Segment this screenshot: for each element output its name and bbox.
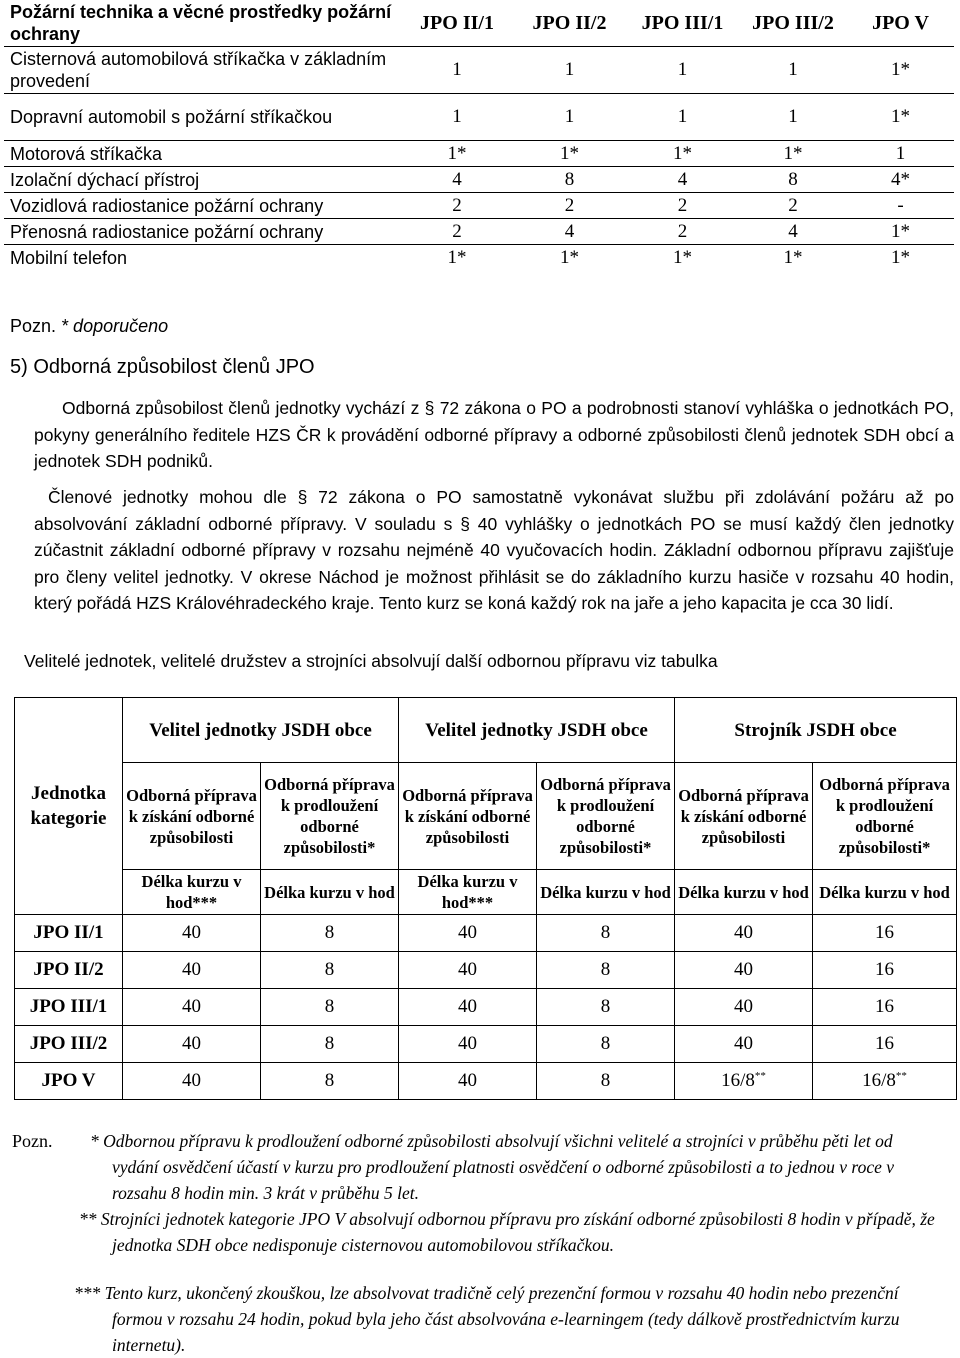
- hours-value: 40: [123, 1026, 261, 1063]
- equipment-value: 1*: [513, 141, 626, 167]
- sub-header: Odborná příprava k získání odborné způsobilosti: [123, 763, 261, 870]
- equipment-value: 4*: [847, 167, 954, 193]
- equipment-value: 4: [513, 219, 626, 245]
- group-header: Velitel jednotky JSDH obce: [123, 698, 399, 763]
- category-label: JPO V: [15, 1063, 123, 1100]
- equipment-label: Motorová stříkačka: [4, 141, 401, 167]
- section-heading: 5) Odborná způsobilost členů JPO: [10, 356, 315, 378]
- hours-value: 8: [537, 1063, 675, 1100]
- training-length-row: [15, 870, 957, 915]
- hours-value: 8: [261, 952, 399, 989]
- hours-value-text: 16/8: [862, 1070, 896, 1091]
- equipment-value: 2: [513, 193, 626, 219]
- hours-value: 8: [537, 1026, 675, 1063]
- equipment-col-header: JPO II/2: [513, 0, 626, 47]
- training-table: [14, 697, 957, 1100]
- paragraph: Členové jednotky mohou dle § 72 zákona o PO samostatně vykonávat službu při zdolávání požáru až po absolvování základní odborné přípravy. V souladu s § 40 vyhlášky o jednotkách PO se musí každý člen jednotky zúčastnit základní odborné přípravy v rozsahu nejméně 40 vyučovacích hodin. Základní odbornou přípravu zajišťuje pro členy velitel jednotky. V okrese Náchod je možnost přihlásit se do základního kurzu hasiče v rozsahu 40 hodin, který pořádá HZS Královéhradeckého kraje. Tento kurz se koná každý rok na jaře a jeho kapacita je cca 30 lidí.: [34, 487, 954, 613]
- equipment-value: 2: [739, 193, 847, 219]
- equipment-value: 1*: [739, 141, 847, 167]
- footnotes-label: Pozn.: [12, 1131, 53, 1151]
- recommended-note: [10, 316, 168, 337]
- sub-header: Odborná příprava k prodloužení odborné způsobilosti*: [261, 763, 399, 870]
- length-header: Délka kurzu v hod***: [123, 870, 261, 915]
- equipment-value: 1*: [847, 94, 954, 141]
- table-row: [4, 94, 954, 141]
- equipment-value: 1*: [447, 246, 467, 268]
- hours-value: 40: [123, 1063, 261, 1100]
- table-row: [4, 219, 954, 245]
- hours-value: 40: [399, 1026, 537, 1063]
- footnote: *** Tento kurz, ukončený zkouškou, lze absolvovat tradičně celý prezenční formou v rozsahu 40 hodin nebo prezenční formou v rozsahu 24 hodin, pokud byla jeho část absolvována e-learningem (tedy dálkově prostřednictvím kurzu internetu).: [74, 1283, 900, 1355]
- equipment-value: 1*: [401, 141, 513, 167]
- category-label: JPO II/2: [15, 952, 123, 989]
- hours-value: 40: [675, 1026, 813, 1063]
- equipment-value: 1: [513, 94, 626, 141]
- hours-value: 8: [261, 1063, 399, 1100]
- recommended-note-text: * doporučeno: [61, 316, 169, 336]
- equipment-value: 1*: [783, 246, 803, 268]
- training-subheader-row: [15, 763, 957, 870]
- group-header: Strojník JSDH obce: [675, 698, 957, 763]
- hours-value: 40: [123, 989, 261, 1026]
- equipment-value: 1: [626, 94, 739, 141]
- hours-value: [813, 1063, 957, 1100]
- table-row: [15, 1026, 957, 1063]
- equipment-value: 4: [401, 167, 513, 193]
- hours-value: 16: [813, 952, 957, 989]
- category-label: JPO II/1: [15, 915, 123, 952]
- footnote-mark: **: [754, 1070, 766, 1082]
- equipment-label: Dopravní automobil s požární stříkačkou: [4, 94, 401, 141]
- table-row: [15, 952, 957, 989]
- table-row: [4, 245, 954, 271]
- equipment-value: 8: [513, 167, 626, 193]
- length-header: Délka kurzu v hod***: [399, 870, 537, 915]
- hours-value: 16: [813, 915, 957, 952]
- table-row: [15, 915, 957, 952]
- hours-value: [675, 1063, 813, 1100]
- table-row: [4, 141, 954, 167]
- equipment-value: 1*: [847, 219, 954, 245]
- hours-value: 40: [399, 915, 537, 952]
- equipment-col-header: JPO III/1: [626, 0, 739, 47]
- equipment-value: 1*: [626, 141, 739, 167]
- hours-value: 8: [537, 989, 675, 1026]
- equipment-label: Přenosná radiostanice požární ochrany: [4, 219, 401, 245]
- equipment-header-row: [4, 0, 954, 47]
- table-row: [4, 167, 954, 193]
- hours-value: 8: [261, 1026, 399, 1063]
- equipment-table: [4, 0, 954, 270]
- equipment-label: Mobilní telefon: [10, 247, 128, 268]
- hours-value-text: 16/8: [721, 1070, 755, 1091]
- category-label: JPO III/1: [15, 989, 123, 1026]
- group-header: Velitel jednotky JSDH obce: [399, 698, 675, 763]
- category-label: JPO III/2: [15, 1026, 123, 1063]
- equipment-value: 2: [626, 193, 739, 219]
- equipment-value: 1: [401, 47, 513, 94]
- equipment-col-header: JPO III/2: [739, 0, 847, 47]
- hours-value: 40: [399, 1063, 537, 1100]
- equipment-value: 1*: [673, 246, 692, 268]
- footnote-mark: **: [895, 1070, 907, 1082]
- equipment-value: -: [847, 193, 954, 219]
- equipment-value: 8: [739, 167, 847, 193]
- hours-value: 40: [399, 989, 537, 1026]
- equipment-value: 4: [739, 219, 847, 245]
- equipment-item-header: Požární technika a věcné prostředky požární ochrany: [4, 0, 401, 47]
- hours-value: 40: [675, 915, 813, 952]
- equipment-label: Izolační dýchací přístroj: [4, 167, 401, 193]
- hours-value: 40: [675, 952, 813, 989]
- hours-value: 40: [123, 952, 261, 989]
- equipment-value: 2: [626, 219, 739, 245]
- equipment-value: 1: [401, 94, 513, 141]
- length-header: Délka kurzu v hod: [537, 870, 675, 915]
- equipment-col-header: JPO II/1: [401, 0, 513, 47]
- pozn-label: Pozn.: [10, 316, 57, 336]
- hours-value: 40: [399, 952, 537, 989]
- equipment-col-header: JPO V: [847, 0, 954, 47]
- hours-value: 16: [813, 989, 957, 1026]
- hours-value: 16: [813, 1026, 957, 1063]
- category-header: Jednotka kategorie: [15, 698, 123, 915]
- sub-header: Odborná příprava k získání odborné způsobilosti: [675, 763, 813, 870]
- length-header: Délka kurzu v hod: [813, 870, 957, 915]
- paragraph: Odborná způsobilost členů jednotky vychází z § 72 zákona o PO a podrobnosti stanoví vyhláška o jednotkách PO, pokyny generálního ředitele HZS ČR k provádění odborné přípravy a odborné způsobilosti členů jednotek SDH obcí a jednotek SDH podniků.: [34, 398, 954, 471]
- hours-value: 40: [123, 915, 261, 952]
- equipment-value: 2: [401, 193, 513, 219]
- length-header: Délka kurzu v hod: [675, 870, 813, 915]
- hours-value: 8: [537, 952, 675, 989]
- equipment-value: 1: [847, 141, 954, 167]
- sub-header: Odborná příprava k prodloužení odborné způsobilosti*: [813, 763, 957, 870]
- sub-header: Odborná příprava k prodloužení odborné způsobilosti*: [537, 763, 675, 870]
- table-row: [15, 1063, 957, 1100]
- equipment-value: 1*: [891, 246, 910, 268]
- hours-value: 40: [675, 989, 813, 1026]
- equipment-label: Cisternová automobilová stříkačka v základním provedení: [4, 47, 401, 94]
- paragraph: Velitelé jednotek, velitelé družstev a strojníci absolvují další odbornou přípravu viz tabulka: [24, 651, 718, 671]
- equipment-value: 1*: [560, 246, 579, 268]
- equipment-label: Vozidlová radiostanice požární ochrany: [4, 193, 401, 219]
- equipment-value: 1: [626, 47, 739, 94]
- equipment-value: 1: [739, 94, 847, 141]
- equipment-value: 1: [513, 47, 626, 94]
- equipment-value: 2: [401, 219, 513, 245]
- training-group-row: [15, 698, 957, 763]
- length-header: Délka kurzu v hod: [261, 870, 399, 915]
- table-row: [4, 193, 954, 219]
- footnote: * Odbornou přípravu k prodloužení odborné způsobilosti absolvují všichni velitelé a strojníci v průběhu pěti let od vydání osvědčení účastí v kurzu pro prodloužení platnosti osvědčení o odborné způsobilosti a to jednou v roce v rozsahu 8 hodin min. 3 krát v průběhu 5 let.: [90, 1131, 895, 1203]
- equipment-value: 4: [626, 167, 739, 193]
- hours-value: 8: [537, 915, 675, 952]
- table-row: [4, 47, 954, 94]
- sub-header: Odborná příprava k získání odborné způsobilosti: [399, 763, 537, 870]
- equipment-value: 1: [739, 47, 847, 94]
- hours-value: 8: [261, 915, 399, 952]
- equipment-value: 1*: [847, 47, 954, 94]
- hours-value: 8: [261, 989, 399, 1026]
- table-row: [15, 989, 957, 1026]
- footnote: ** Strojníci jednotek kategorie JPO V absolvují odbornou přípravu pro získání odborné způsobilosti 8 hodin v případě, že jednotka SDH obce nedisponuje cisternovou automobilovou stříkačkou.: [79, 1209, 935, 1255]
